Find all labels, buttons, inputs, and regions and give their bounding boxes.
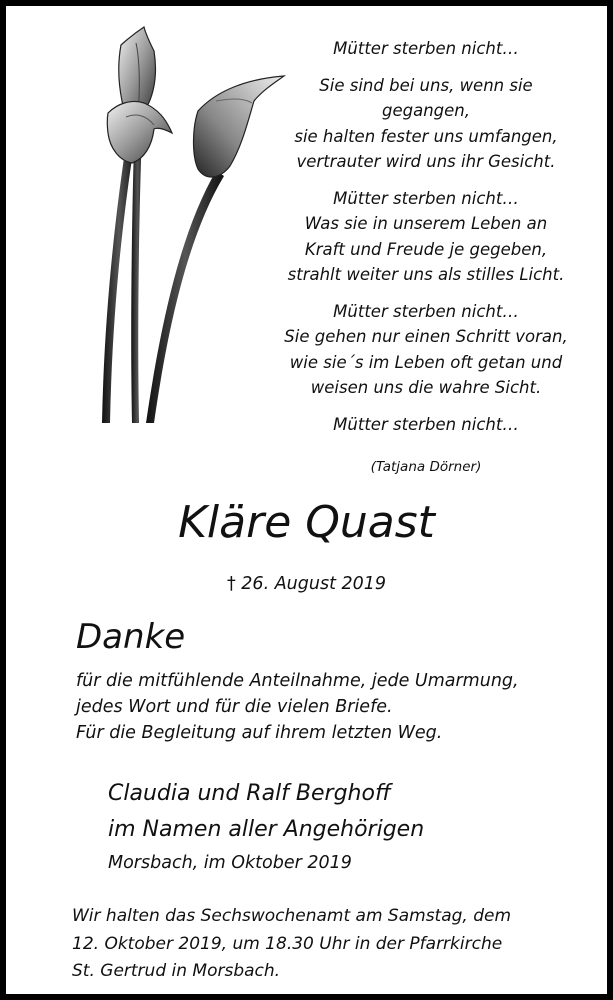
cross-icon: † (226, 574, 236, 594)
poem-stanza (271, 186, 581, 288)
service-notice (72, 903, 511, 986)
poem-line: Mütter sterben nicht… (333, 188, 519, 208)
place-date: Morsbach, im Oktober 2019 (108, 853, 352, 873)
notice-line: 12. Oktober 2019, um 18.30 Uhr in der Pfarrkirche (72, 933, 503, 954)
thanks-line: für die mitfühlende Anteilnahme, jede Umarmung, (76, 671, 519, 691)
poem-line: vertrauter wird uns ihr Gesicht. (296, 152, 556, 171)
thanks-text (76, 668, 519, 746)
poem-line: wie sie´s im Leben oft getan und (289, 352, 563, 372)
poem-line: Sie gehen nur einen Schritt voran, (284, 327, 568, 346)
signers (108, 776, 424, 848)
notice-line: Wir halten das Sechswochenamt am Samstag, dem (72, 906, 512, 926)
poem-line: Mütter sterben nicht… (333, 414, 519, 434)
poem-line: sie halten fester uns umfangen, (294, 126, 558, 146)
poem-line: Mütter sterben nicht… (333, 301, 519, 321)
calla-lily-icon (66, 21, 296, 426)
poem-line: Kraft und Freude je gegeben, (304, 239, 548, 259)
poem-line: strahlt weiter uns als stilles Licht. (287, 265, 565, 284)
poem-stanza (271, 412, 581, 438)
poem-line: Sie sind bei uns, wenn sie (319, 75, 533, 95)
poem-line: gegangen, (382, 101, 470, 120)
death-date: 26. August 2019 (241, 574, 387, 594)
poem-line: Mütter sterben nicht… (333, 39, 519, 58)
thanks-line: jedes Wort und für die vielen Briefe. (76, 697, 393, 717)
thanks-line: Für die Begleitung auf ihrem letzten Weg. (76, 723, 443, 743)
poem-stanza (271, 299, 581, 401)
poem-stanza (271, 36, 581, 62)
signer-line: im Namen aller Angehörigen (108, 817, 425, 842)
signer-line: Claudia und Ralf Berghoff (108, 781, 391, 806)
thanks-heading: Danke (76, 617, 186, 657)
poem-stanza (271, 73, 581, 175)
deceased-name: Kläre Quast (178, 497, 435, 548)
poem (271, 36, 581, 448)
poem-line: Was sie in unserem Leben an (304, 214, 548, 233)
death-date-line (6, 574, 607, 594)
notice-line: St. Gertrud in Morsbach. (72, 961, 281, 981)
poem-line: weisen uns die wahre Sicht. (310, 378, 542, 397)
poem-author: (Tatjana Dörner) (370, 459, 482, 475)
